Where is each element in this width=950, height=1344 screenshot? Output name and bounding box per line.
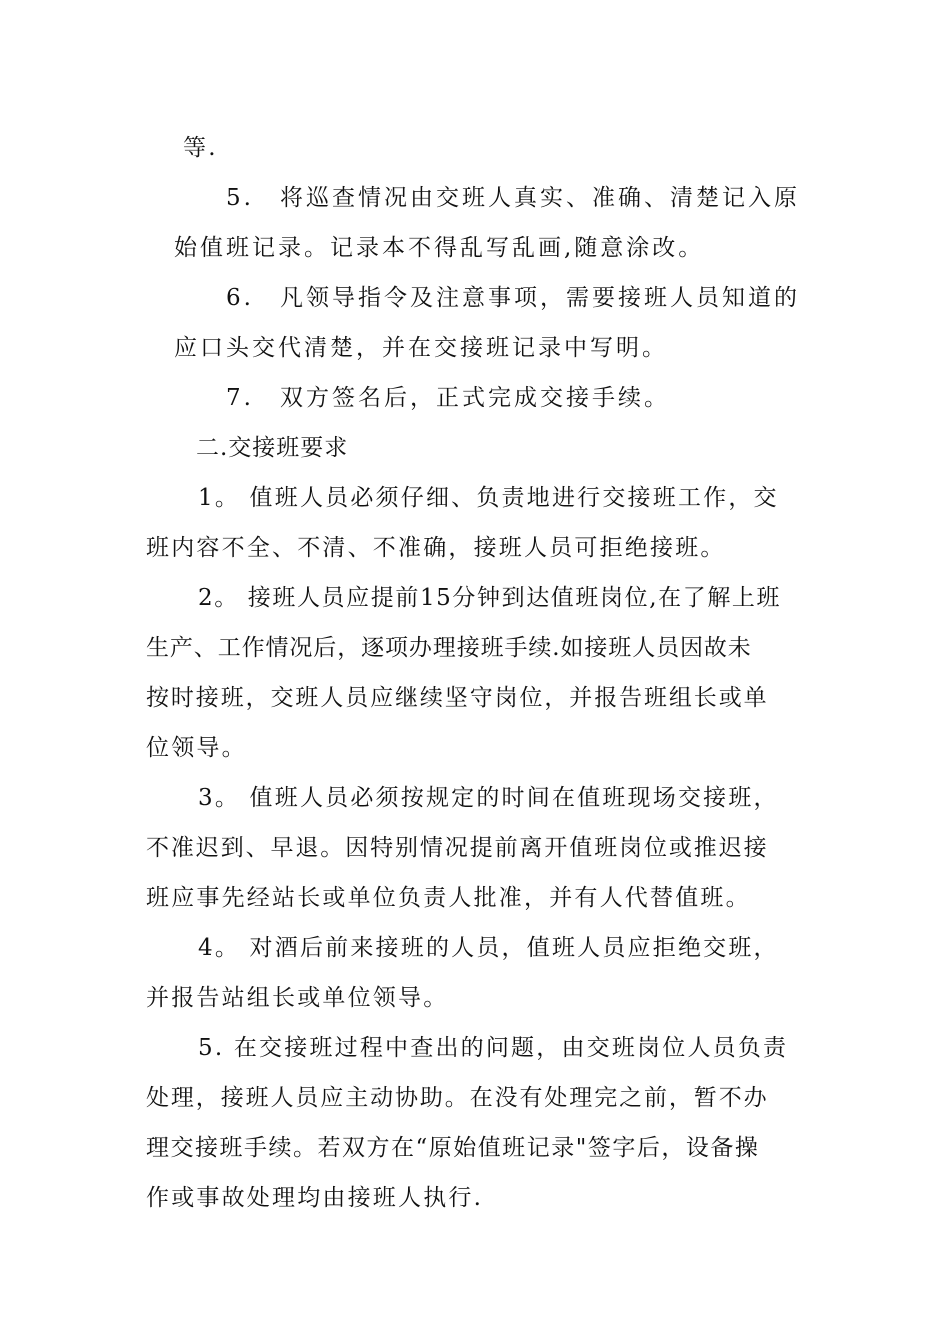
text-line-16: 班应事先经站长或单位负责人批准，并有人代替值班。	[146, 885, 751, 911]
text-line-1: 等.	[183, 135, 218, 161]
text-line-15: 不准迟到、早退。因特别情况提前离开值班岗位或推迟接	[146, 835, 769, 861]
text-line-19: 5. 在交接班过程中查出的问题，由交班岗位人员负责	[198, 1035, 789, 1061]
text-line-13: 位领导。	[146, 735, 247, 761]
text-line-5: 应口头交代清楚，并在交接班记录中写明。	[174, 335, 668, 361]
text-line-9: 班内容不全、不清、不准确，接班人员可拒绝接班。	[146, 535, 726, 561]
text-line-8: 1。 值班人员必须仔细、负责地进行交接班工作，交	[198, 485, 779, 511]
text-line-20: 处理，接班人员应主动协助。在没有处理完之前，暂不办	[146, 1085, 769, 1111]
text-line-18: 并报告站组长或单位领导。	[146, 985, 449, 1011]
text-line-2: 5. 将巡查情况由交班人真实、准确、清楚记入原	[226, 185, 800, 211]
text-line-21: 理交接班手续。若双方在“原始值班记录"签字后，设备操	[146, 1135, 760, 1161]
text-line-11: 生产、工作情况后，逐项办理接班手续.如接班人员因故未	[146, 635, 752, 661]
text-line-10: 2。 接班人员应提前15分钟到达值班岗位,在了解上班	[198, 585, 782, 611]
text-line-12: 按时接班，交班人员应继续坚守岗位，并报告班组长或单	[146, 685, 769, 711]
section-heading: 二.交接班要求	[196, 435, 349, 461]
text-line-4: 6. 凡领导指令及注意事项，需要接班人员知道的	[226, 285, 800, 311]
text-line-6: 7. 双方签名后，正式完成交接手续。	[226, 385, 670, 411]
text-line-17: 4。 对酒后前来接班的人员，值班人员应拒绝交班，	[198, 935, 779, 961]
text-line-14: 3。 值班人员必须按规定的时间在值班现场交接班，	[198, 785, 779, 811]
text-line-22: 作或事故处理均由接班人执行.	[146, 1185, 484, 1211]
text-line-3: 始值班记录。记录本不得乱写乱画,随意涂改。	[174, 235, 705, 261]
